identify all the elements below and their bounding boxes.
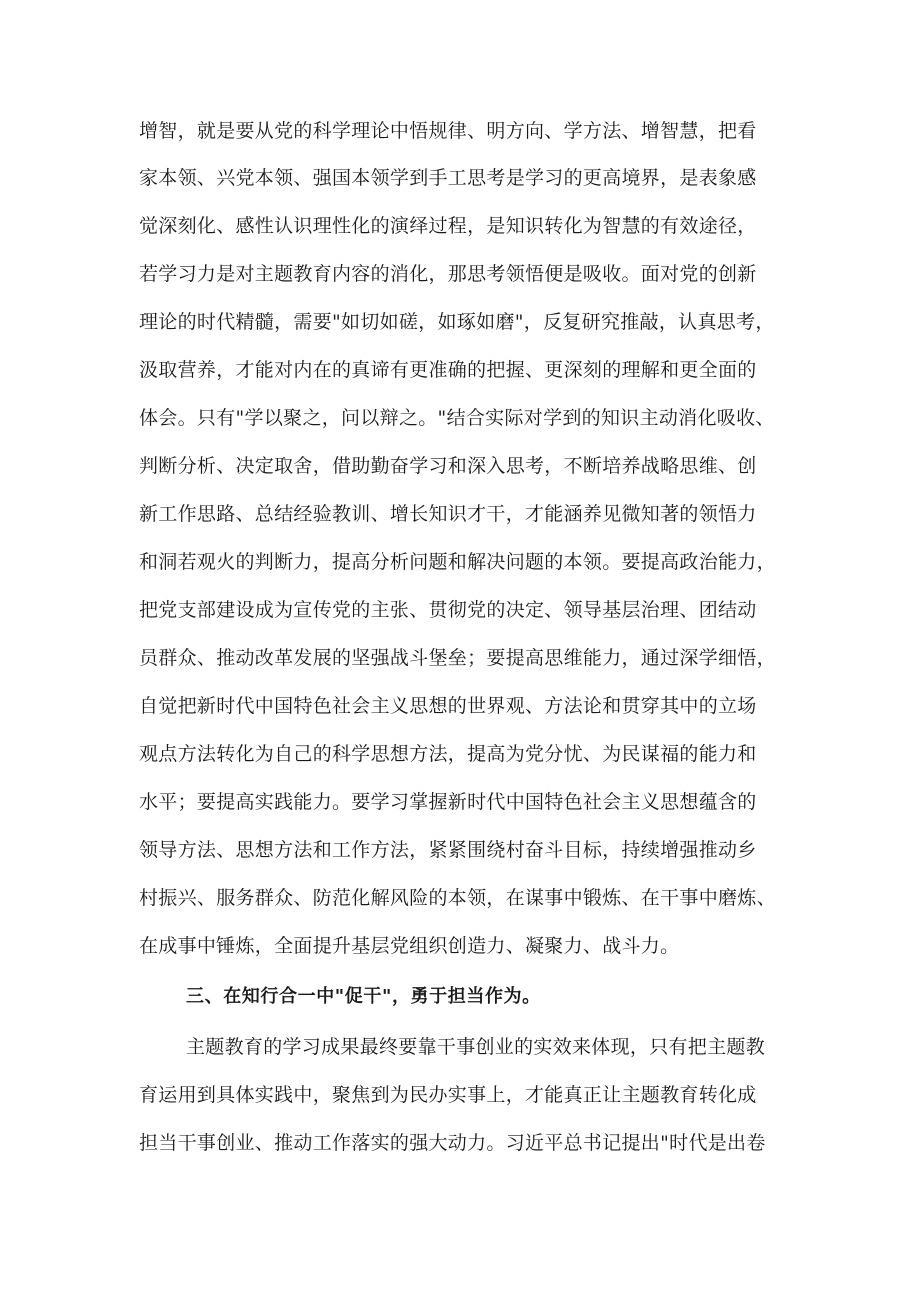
body-text-line: 主题教育的学习成果最终要靠干事创业的实效来体现，只有把主题教 [186,1036,766,1058]
body-text-line: 自觉把新时代中国特色社会主义思想的世界观、方法论和贯穿其中的立场 [139,695,757,717]
body-text-line: 领导方法、思想方法和工作方法，紧紧围绕村奋斗目标，持续增强推动乡 [139,839,757,861]
body-text-line: 觉深刻化、感性认识理性化的演绎过程，是知识转化为智慧的有效途径， [139,215,757,237]
body-text-line: 村振兴、服务群众、防范化解风险的本领，在谋事中锻炼、在干事中磨炼、 [139,887,776,909]
body-text-line: 观点方法转化为自己的科学思想方法，提高为党分忧、为民谋福的能力和 [139,743,757,765]
body-text-line: 汲取营养，才能对内在的真谛有更准确的把握、更深刻的理解和更全面的 [139,359,757,381]
body-text-line: 若学习力是对主题教育内容的消化，那思考领悟便是吸收。面对党的创新 [139,263,757,285]
body-text-line: 担当干事创业、推动工作落实的强大动力。习近平总书记提出"时代是出卷 [139,1132,766,1154]
body-text-line: 把党支部建设成为宣传党的主张、贯彻党的决定、领导基层治理、团结动 [139,599,757,621]
section-heading: 三、在知行合一中"促干"，勇于担当作为。 [186,986,541,1007]
body-text-line: 增智，就是要从党的科学理论中悟规律、明方向、学方法、增智慧，把看 [139,120,757,142]
body-text-line: 新工作思路、总结经验教训、增长知识才干，才能涵养见微知著的领悟力 [139,503,757,525]
body-text-line: 水平；要提高实践能力。要学习掌握新时代中国特色社会主义思想蕴含的 [139,791,757,813]
body-text-line: 在成事中锤炼，全面提升基层党组织创造力、凝聚力、战斗力。 [139,935,680,957]
body-text-line: 员群众、推动改革发展的坚强战斗堡垒；要提高思维能力，通过深学细悟， [139,647,776,669]
body-text-line: 理论的时代精髓，需要"如切如磋，如琢如磨"，反复研究推敲，认真思考， [139,311,775,333]
body-text-line: 判断分析、决定取舍，借助勤奋学习和深入思考，不断培养战略思维、创 [139,455,757,477]
body-text-line: 体会。只有"学以聚之，问以辩之。"结合实际对学到的知识主动消化吸收、 [139,407,775,429]
body-text-line: 育运用到具体实践中，聚焦到为民办实事上，才能真正让主题教育转化成 [139,1084,757,1106]
body-text-line: 家本领、兴党本领、强国本领学到手工思考是学习的更高境界，是表象感 [139,167,757,189]
body-text-line: 和洞若观火的判断力，提高分析问题和解决问题的本领。要提高政治能力， [139,551,776,573]
